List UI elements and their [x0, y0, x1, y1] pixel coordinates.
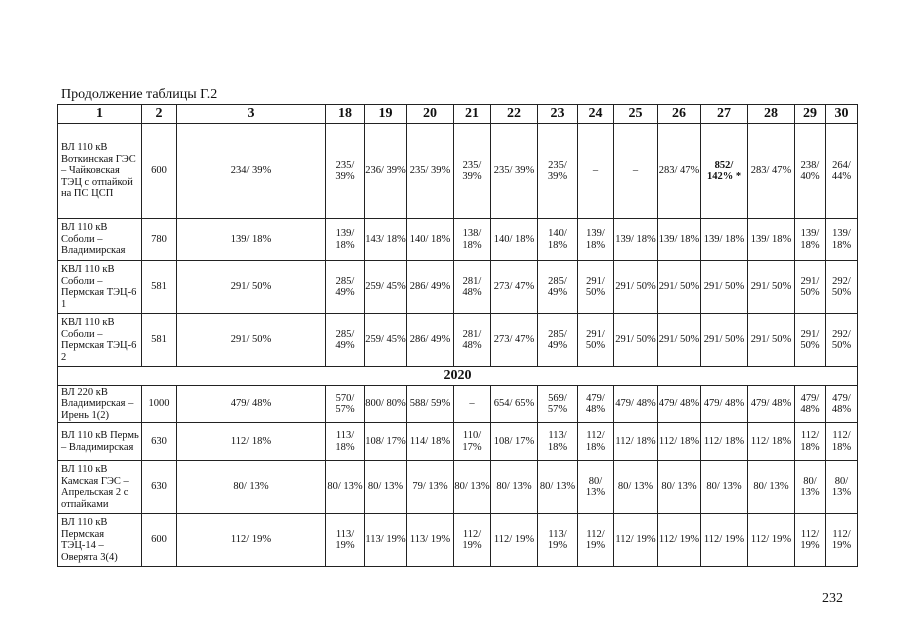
load-value-cell: 139/ 18% — [748, 219, 795, 261]
table-row — [58, 124, 858, 219]
column-header: 21 — [454, 105, 491, 124]
load-value-cell: – — [578, 124, 614, 219]
load-value-cell: 235/ 39% — [407, 124, 454, 219]
column-header: 30 — [826, 105, 858, 124]
column-header: 24 — [578, 105, 614, 124]
capacity-cell: 780 — [142, 219, 177, 261]
load-value-cell: 113/ 18% — [326, 423, 365, 461]
load-value-cell: 291/ 50% — [578, 314, 614, 367]
load-value-cell: 283/ 47% — [748, 124, 795, 219]
load-value-cell: 112/ 19% — [454, 514, 491, 567]
column-header: 22 — [491, 105, 538, 124]
load-value-cell: 108/ 17% — [491, 423, 538, 461]
base-load-cell: 479/ 48% — [177, 386, 326, 423]
load-value-cell: 112/ 18% — [748, 423, 795, 461]
load-value-cell: 110/ 17% — [454, 423, 491, 461]
load-value-cell: 264/ 44% — [826, 124, 858, 219]
column-header: 25 — [614, 105, 658, 124]
load-value-cell: 112/ 19% — [578, 514, 614, 567]
load-value-cell: 112/ 18% — [826, 423, 858, 461]
load-value-cell: 140/ 18% — [538, 219, 578, 261]
load-value-cell: 139/ 18% — [614, 219, 658, 261]
column-header: 19 — [365, 105, 407, 124]
column-header: 27 — [701, 105, 748, 124]
load-value-cell: 291/ 50% — [614, 314, 658, 367]
load-value-cell: – — [454, 386, 491, 423]
load-value-cell: 570/ 57% — [326, 386, 365, 423]
table-row — [58, 261, 858, 314]
load-value-cell: 80/ 13% — [578, 461, 614, 514]
load-value-cell: 852/ 142% * — [701, 124, 748, 219]
column-header: 26 — [658, 105, 701, 124]
capacity-cell: 1000 — [142, 386, 177, 423]
load-value-cell: 113/ 19% — [365, 514, 407, 567]
header-row — [58, 105, 858, 124]
load-value-cell: 236/ 39% — [365, 124, 407, 219]
load-value-cell: 479/ 48% — [614, 386, 658, 423]
line-name-cell: ВЛ 110 кВ Соболи – Владимирская — [58, 219, 142, 261]
table-row — [58, 514, 858, 567]
section-year-row — [58, 367, 858, 386]
load-value-cell: 112/ 18% — [795, 423, 826, 461]
load-value-cell: 235/ 39% — [454, 124, 491, 219]
load-value-cell: 259/ 45% — [365, 314, 407, 367]
load-value-cell: 80/ 13% — [326, 461, 365, 514]
load-value-cell: 112/ 19% — [826, 514, 858, 567]
column-header: 29 — [795, 105, 826, 124]
load-value-cell: 235/ 39% — [491, 124, 538, 219]
load-value-cell: 291/ 50% — [614, 261, 658, 314]
table-row — [58, 461, 858, 514]
load-value-cell: 281/ 48% — [454, 261, 491, 314]
load-value-cell: 140/ 18% — [407, 219, 454, 261]
load-value-cell: 112/ 18% — [701, 423, 748, 461]
load-value-cell: 114/ 18% — [407, 423, 454, 461]
capacity-cell: 630 — [142, 423, 177, 461]
table-caption: Продолжение таблицы Г.2 — [61, 87, 218, 102]
load-value-cell: 291/ 50% — [578, 261, 614, 314]
load-value-cell: 80/ 13% — [826, 461, 858, 514]
load-value-cell: 479/ 48% — [795, 386, 826, 423]
data-table — [57, 104, 858, 567]
column-header: 2 — [142, 105, 177, 124]
line-name-cell: ВЛ 110 кВ Пермская ТЭЦ-14 – Оверята 3(4) — [58, 514, 142, 567]
load-value-cell: 112/ 19% — [658, 514, 701, 567]
load-value-cell: 108/ 17% — [365, 423, 407, 461]
load-value-cell: 479/ 48% — [701, 386, 748, 423]
load-value-cell: 235/ 39% — [326, 124, 365, 219]
capacity-cell: 630 — [142, 461, 177, 514]
base-load-cell: 80/ 13% — [177, 461, 326, 514]
load-value-cell: 80/ 13% — [658, 461, 701, 514]
load-value-cell: 139/ 18% — [826, 219, 858, 261]
load-value-cell: 112/ 18% — [578, 423, 614, 461]
load-value-cell: 291/ 50% — [658, 261, 701, 314]
load-value-cell: 286/ 49% — [407, 314, 454, 367]
load-value-cell: 291/ 50% — [748, 261, 795, 314]
load-value-cell: 291/ 50% — [658, 314, 701, 367]
load-value-cell: 113/ 19% — [326, 514, 365, 567]
load-value-cell: 113/ 18% — [538, 423, 578, 461]
base-load-cell: 291/ 50% — [177, 314, 326, 367]
line-name-cell: ВЛ 110 кВ Пермь – Владимирская — [58, 423, 142, 461]
load-value-cell: 479/ 48% — [578, 386, 614, 423]
base-load-cell: 234/ 39% — [177, 124, 326, 219]
load-value-cell: 285/ 49% — [538, 261, 578, 314]
load-value-cell: 139/ 18% — [578, 219, 614, 261]
table-row — [58, 386, 858, 423]
load-value-cell: 112/ 19% — [614, 514, 658, 567]
column-header: 28 — [748, 105, 795, 124]
capacity-cell: 600 — [142, 514, 177, 567]
load-value-cell: 283/ 47% — [658, 124, 701, 219]
load-value-cell: 291/ 50% — [795, 314, 826, 367]
column-header: 1 — [58, 105, 142, 124]
load-value-cell: 285/ 49% — [538, 314, 578, 367]
load-value-cell: 139/ 18% — [658, 219, 701, 261]
load-value-cell: 112/ 19% — [748, 514, 795, 567]
load-value-cell: 80/ 13% — [454, 461, 491, 514]
page-number: 232 — [822, 591, 843, 606]
load-value-cell: 80/ 13% — [614, 461, 658, 514]
line-name-cell: КВЛ 110 кВ Соболи – Пермская ТЭЦ-6 2 — [58, 314, 142, 367]
base-load-cell: 112/ 18% — [177, 423, 326, 461]
load-value-cell: 292/ 50% — [826, 314, 858, 367]
table-container — [57, 104, 858, 567]
load-value-cell: 291/ 50% — [748, 314, 795, 367]
base-load-cell: 139/ 18% — [177, 219, 326, 261]
load-value-cell: 80/ 13% — [795, 461, 826, 514]
capacity-cell: 581 — [142, 314, 177, 367]
table-row — [58, 219, 858, 261]
table-body — [58, 124, 858, 567]
load-value-cell: 112/ 19% — [701, 514, 748, 567]
column-header: 3 — [177, 105, 326, 124]
capacity-cell: 600 — [142, 124, 177, 219]
table-row — [58, 423, 858, 461]
capacity-cell: 581 — [142, 261, 177, 314]
load-value-cell: 285/ 49% — [326, 314, 365, 367]
load-value-cell: 80/ 13% — [748, 461, 795, 514]
column-header: 23 — [538, 105, 578, 124]
load-value-cell: 235/ 39% — [538, 124, 578, 219]
load-value-cell: 139/ 18% — [795, 219, 826, 261]
load-value-cell: 285/ 49% — [326, 261, 365, 314]
load-value-cell: 140/ 18% — [491, 219, 538, 261]
load-value-cell: 112/ 18% — [658, 423, 701, 461]
load-value-cell: 286/ 49% — [407, 261, 454, 314]
load-value-cell: 138/ 18% — [454, 219, 491, 261]
load-value-cell: 479/ 48% — [826, 386, 858, 423]
load-value-cell: 479/ 48% — [748, 386, 795, 423]
load-value-cell: 273/ 47% — [491, 261, 538, 314]
load-value-cell: 139/ 18% — [701, 219, 748, 261]
load-value-cell: 113/ 19% — [407, 514, 454, 567]
load-value-cell: 113/ 19% — [538, 514, 578, 567]
base-load-cell: 112/ 19% — [177, 514, 326, 567]
base-load-cell: 291/ 50% — [177, 261, 326, 314]
load-value-cell: 80/ 13% — [538, 461, 578, 514]
load-value-cell: 80/ 13% — [701, 461, 748, 514]
load-value-cell: 291/ 50% — [795, 261, 826, 314]
load-value-cell: 273/ 47% — [491, 314, 538, 367]
load-value-cell: 80/ 13% — [365, 461, 407, 514]
load-value-cell: 800/ 80% — [365, 386, 407, 423]
line-name-cell: ВЛ 220 кВ Владимирская – Ирень 1(2) — [58, 386, 142, 423]
line-name-cell: ВЛ 110 кВ Камская ГЭС – Апрельская 2 с отпайками — [58, 461, 142, 514]
section-year: 2020 — [58, 367, 858, 386]
load-value-cell: 143/ 18% — [365, 219, 407, 261]
load-value-cell: 238/ 40% — [795, 124, 826, 219]
load-value-cell: 291/ 50% — [701, 261, 748, 314]
load-value-cell: 259/ 45% — [365, 261, 407, 314]
load-value-cell: 291/ 50% — [701, 314, 748, 367]
load-value-cell: – — [614, 124, 658, 219]
line-name-cell: ВЛ 110 кВ Воткинская ГЭС – Чайковская ТЭЦ с отпайкой на ПС ЦСП — [58, 124, 142, 219]
load-value-cell: 112/ 19% — [491, 514, 538, 567]
load-value-cell: 569/ 57% — [538, 386, 578, 423]
load-value-cell: 112/ 19% — [795, 514, 826, 567]
load-value-cell: 588/ 59% — [407, 386, 454, 423]
load-value-cell: 79/ 13% — [407, 461, 454, 514]
load-value-cell: 112/ 18% — [614, 423, 658, 461]
load-value-cell: 80/ 13% — [491, 461, 538, 514]
column-header: 18 — [326, 105, 365, 124]
load-value-cell: 281/ 48% — [454, 314, 491, 367]
load-value-cell: 654/ 65% — [491, 386, 538, 423]
load-value-cell: 139/ 18% — [326, 219, 365, 261]
table-row — [58, 314, 858, 367]
load-value-cell: 479/ 48% — [658, 386, 701, 423]
column-header: 20 — [407, 105, 454, 124]
load-value-cell: 292/ 50% — [826, 261, 858, 314]
line-name-cell: КВЛ 110 кВ Соболи – Пермская ТЭЦ-6 1 — [58, 261, 142, 314]
